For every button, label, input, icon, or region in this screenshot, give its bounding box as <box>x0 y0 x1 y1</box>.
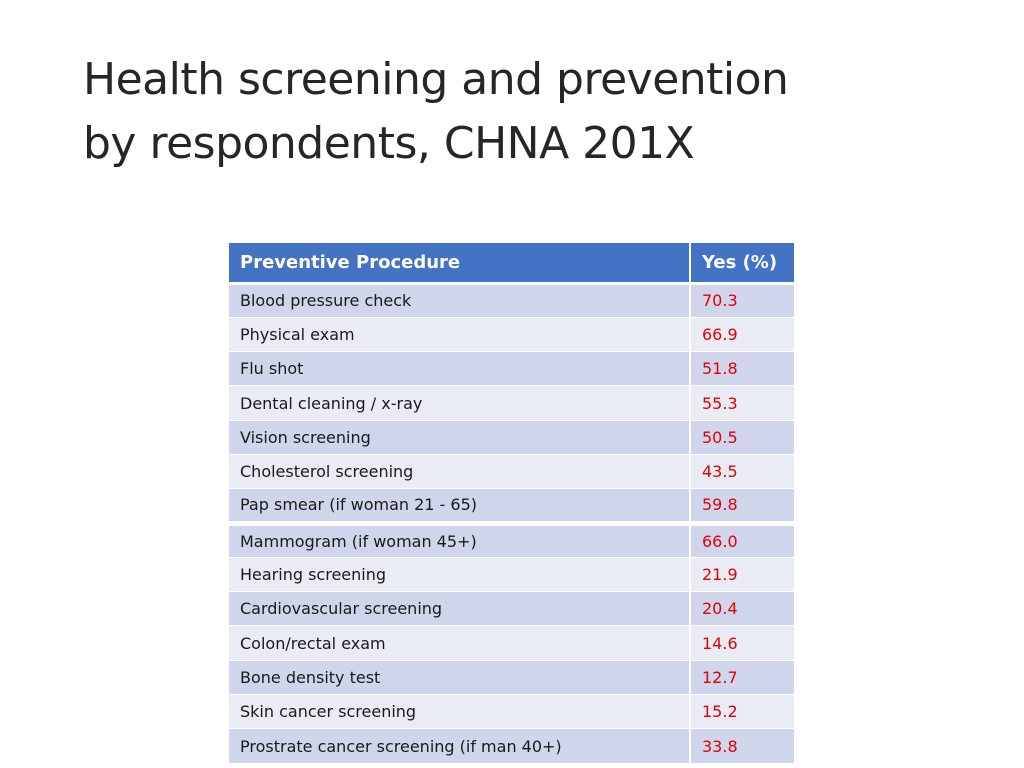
yes-percent-cell: 20.4 <box>690 592 794 626</box>
procedure-cell: Cardiovascular screening <box>229 592 690 626</box>
yes-percent-cell: 70.3 <box>690 283 794 317</box>
yes-percent-cell: 43.5 <box>690 454 794 488</box>
header-yes-percent: Yes (%) <box>690 243 794 283</box>
yes-percent-cell: 55.3 <box>690 386 794 420</box>
table-row <box>229 489 794 523</box>
table-row <box>229 386 794 420</box>
yes-percent-cell: 33.8 <box>690 729 794 763</box>
yes-percent-cell: 59.8 <box>690 489 794 523</box>
yes-percent-cell: 51.8 <box>690 352 794 386</box>
procedure-cell: Prostrate cancer screening (if man 40+) <box>229 729 690 763</box>
yes-percent-cell: 15.2 <box>690 695 794 729</box>
table-row <box>229 695 794 729</box>
procedure-cell: Pap smear (if woman 21 - 65) <box>229 489 690 523</box>
page-title <box>83 48 963 176</box>
yes-percent-cell: 50.5 <box>690 420 794 454</box>
title-line-1: Health screening and prevention <box>83 54 789 105</box>
table-row <box>229 729 794 763</box>
procedure-cell: Colon/rectal exam <box>229 626 690 660</box>
table-row <box>229 592 794 626</box>
procedure-cell: Bone density test <box>229 660 690 694</box>
table-row <box>229 317 794 351</box>
table-row <box>229 283 794 317</box>
procedure-cell: Cholesterol screening <box>229 454 690 488</box>
table-header-row <box>229 243 794 283</box>
procedure-cell: Skin cancer screening <box>229 695 690 729</box>
yes-percent-cell: 66.9 <box>690 317 794 351</box>
header-preventive-procedure: Preventive Procedure <box>229 243 690 283</box>
table-row <box>229 420 794 454</box>
title-line-2: by respondents, CHNA 201X <box>83 118 695 169</box>
procedure-cell: Hearing screening <box>229 557 690 591</box>
table-row <box>229 557 794 591</box>
table-row <box>229 352 794 386</box>
yes-percent-cell: 12.7 <box>690 660 794 694</box>
procedure-cell: Mammogram (if woman 45+) <box>229 523 690 557</box>
table-row <box>229 454 794 488</box>
procedure-cell: Physical exam <box>229 317 690 351</box>
procedure-cell: Vision screening <box>229 420 690 454</box>
procedure-cell: Flu shot <box>229 352 690 386</box>
yes-percent-cell: 66.0 <box>690 523 794 557</box>
yes-percent-cell: 21.9 <box>690 557 794 591</box>
procedure-cell: Dental cleaning / x-ray <box>229 386 690 420</box>
procedure-cell: Blood pressure check <box>229 283 690 317</box>
preventive-procedure-table <box>229 243 794 764</box>
yes-percent-cell: 14.6 <box>690 626 794 660</box>
table-row <box>229 660 794 694</box>
table-row <box>229 523 794 557</box>
table-row <box>229 626 794 660</box>
